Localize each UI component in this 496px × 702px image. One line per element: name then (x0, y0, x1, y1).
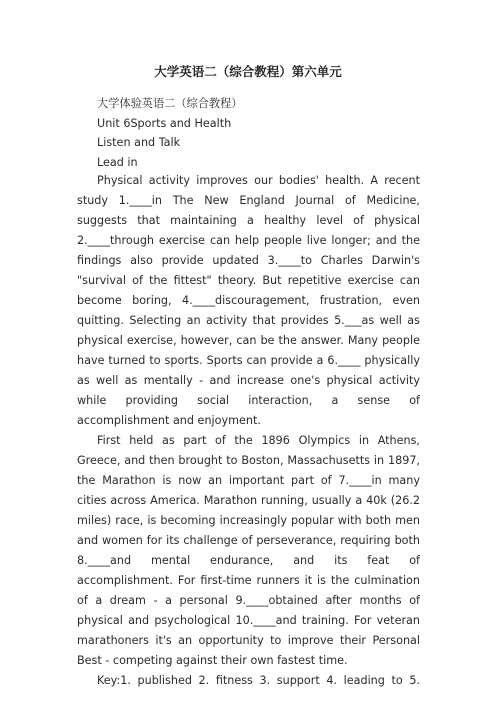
lead-in-paragraph-1: Physical activity improves our bodies' health. A recent study 1.____in The New England Journal of Medicine, suggests that maintaining a healthy level of physical 2.____through exercise can help people live longer; and the findings also provide updated 3.____to Charles Darwin's "survival of the fittest" theory. But repetitive exercise can become boring, 4.____discouragement, frustration, even quitting. Selecting an activity that provides 5.___as well as physical exercise, however, can be the answer. Many people have turned to sports. Sports can provide a 6.____ physically as well as mentally - and increase one's physical activity while providing social interaction, a sense of accomplishment and enjoyment. (77, 174, 420, 427)
document-title: 大学英语二（综合教程）第六单元 (154, 64, 342, 79)
subsection-heading: Lead in (97, 156, 138, 169)
unit-heading: Unit 6Sports and Health (97, 117, 232, 130)
course-name: 大学体验英语二（综合教程） (97, 97, 243, 110)
answer-key-line: Key:1. published 2. fitness 3. support 4. leading to 5. (97, 674, 420, 687)
section-heading: Listen and Talk (97, 136, 181, 149)
lead-in-paragraph-2: First held as part of the 1896 Olympics in Athens, Greece, and then brought to Boston, Massachusetts in 1897, the Marathon is now an important part of 7.____in many cities across America. Marathon running, usually a 40k (26.2 miles) race, is becoming increasingly popular with both men and women for its challenge of perseverance, requiring both 8.____and mental endurance, and its feat of accomplishment. For first-time runners it is the culmination of a dream - a personal 9.____obtained after months of physical and psychological 10.____and training. For veteran marathoners it's an opportunity to improve their Personal Best - competing against their own fastest time. (77, 434, 420, 667)
